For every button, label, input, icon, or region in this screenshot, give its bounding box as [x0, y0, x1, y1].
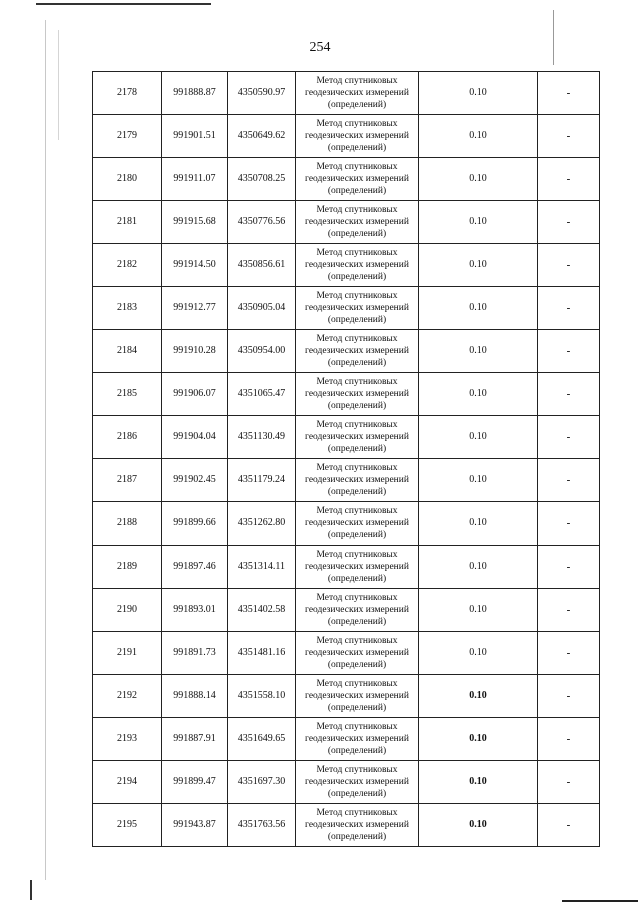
method-line: (определений) — [327, 745, 387, 756]
method-line: Метод спутниковых — [316, 205, 398, 216]
description-cell: - — [538, 631, 600, 674]
method-cell — [296, 72, 419, 115]
method-line: Метод спутниковых — [316, 506, 398, 517]
method-line: (определений) — [327, 831, 387, 842]
accuracy-cell: 0.10 — [419, 459, 538, 502]
method-cell — [296, 158, 419, 201]
method-line: геодезических измерений — [305, 690, 409, 701]
table-row — [93, 459, 600, 502]
accuracy-cell: 0.10 — [419, 330, 538, 373]
method-line: геодезических измерений — [305, 346, 409, 357]
method-line: геодезических измерений — [305, 389, 409, 400]
point-number-cell: 2189 — [93, 545, 162, 588]
table-row — [93, 803, 600, 846]
description-cell: - — [538, 416, 600, 459]
x-coordinate-cell: 991906.07 — [162, 373, 228, 416]
method-line: Метод спутниковых — [316, 248, 398, 259]
y-coordinate-cell: 4351649.65 — [228, 717, 296, 760]
method-line: геодезических измерений — [305, 131, 409, 142]
method-line: (определений) — [327, 272, 387, 283]
accuracy-cell: 0.10 — [419, 631, 538, 674]
y-coordinate-cell: 4350856.61 — [228, 244, 296, 287]
scan-artifact-line — [562, 900, 638, 902]
y-coordinate-cell: 4351402.58 — [228, 588, 296, 631]
method-line: (определений) — [327, 702, 387, 713]
method-line: геодезических измерений — [305, 88, 409, 99]
table-body — [93, 72, 600, 847]
method-cell — [296, 244, 419, 287]
method-line: Метод спутниковых — [316, 76, 398, 87]
table-row — [93, 201, 600, 244]
table-row — [93, 416, 600, 459]
x-coordinate-cell: 991899.47 — [162, 760, 228, 803]
point-number-cell: 2190 — [93, 588, 162, 631]
point-number-cell: 2187 — [93, 459, 162, 502]
method-line: геодезических измерений — [305, 260, 409, 271]
accuracy-cell: 0.10 — [419, 803, 538, 846]
method-line: Метод спутниковых — [316, 678, 398, 689]
y-coordinate-cell: 4351262.80 — [228, 502, 296, 545]
point-number-cell: 2188 — [93, 502, 162, 545]
table-row — [93, 545, 600, 588]
table-row — [93, 287, 600, 330]
method-line: геодезических измерений — [305, 647, 409, 658]
point-number-cell: 2186 — [93, 416, 162, 459]
x-coordinate-cell: 991901.51 — [162, 115, 228, 158]
description-cell: - — [538, 803, 600, 846]
y-coordinate-cell: 4350590.97 — [228, 72, 296, 115]
method-line: Метод спутниковых — [316, 377, 398, 388]
table-row — [93, 502, 600, 545]
method-line: Метод спутниковых — [316, 162, 398, 173]
accuracy-cell: 0.10 — [419, 674, 538, 717]
x-coordinate-cell: 991902.45 — [162, 459, 228, 502]
method-line: геодезических измерений — [305, 733, 409, 744]
x-coordinate-cell: 991899.66 — [162, 502, 228, 545]
y-coordinate-cell: 4350905.04 — [228, 287, 296, 330]
method-line: (определений) — [327, 573, 387, 584]
method-line: геодезических измерений — [305, 174, 409, 185]
y-coordinate-cell: 4350954.00 — [228, 330, 296, 373]
point-number-cell: 2179 — [93, 115, 162, 158]
x-coordinate-cell: 991893.01 — [162, 588, 228, 631]
x-coordinate-cell: 991904.04 — [162, 416, 228, 459]
page-number: 254 — [309, 40, 331, 55]
y-coordinate-cell: 4351481.16 — [228, 631, 296, 674]
table-row — [93, 717, 600, 760]
x-coordinate-cell: 991912.77 — [162, 287, 228, 330]
x-coordinate-cell: 991911.07 — [162, 158, 228, 201]
accuracy-cell: 0.10 — [419, 72, 538, 115]
method-line: геодезических измерений — [305, 432, 409, 443]
method-cell — [296, 459, 419, 502]
method-line: геодезических измерений — [305, 604, 409, 615]
description-cell: - — [538, 545, 600, 588]
method-line: (определений) — [327, 616, 387, 627]
method-line: Метод спутниковых — [316, 291, 398, 302]
x-coordinate-cell: 991910.28 — [162, 330, 228, 373]
x-coordinate-cell: 991915.68 — [162, 201, 228, 244]
method-cell — [296, 330, 419, 373]
method-line: Метод спутниковых — [316, 807, 398, 818]
accuracy-cell: 0.10 — [419, 158, 538, 201]
table-row — [93, 244, 600, 287]
method-line: геодезических измерений — [305, 475, 409, 486]
method-line: Метод спутниковых — [316, 420, 398, 431]
method-line: (определений) — [327, 444, 387, 455]
description-cell: - — [538, 201, 600, 244]
method-line: (определений) — [327, 143, 387, 154]
method-line: Метод спутниковых — [316, 334, 398, 345]
scan-artifact-line — [45, 20, 46, 880]
description-cell: - — [538, 115, 600, 158]
point-number-cell: 2183 — [93, 287, 162, 330]
method-cell — [296, 416, 419, 459]
method-line: (определений) — [327, 315, 387, 326]
y-coordinate-cell: 4351179.24 — [228, 459, 296, 502]
description-cell: - — [538, 244, 600, 287]
table-row — [93, 373, 600, 416]
point-number-cell: 2184 — [93, 330, 162, 373]
method-cell — [296, 631, 419, 674]
method-cell — [296, 201, 419, 244]
accuracy-cell: 0.10 — [419, 588, 538, 631]
point-number-cell: 2195 — [93, 803, 162, 846]
accuracy-cell: 0.10 — [419, 115, 538, 158]
point-number-cell: 2182 — [93, 244, 162, 287]
accuracy-cell: 0.10 — [419, 545, 538, 588]
method-cell — [296, 760, 419, 803]
x-coordinate-cell: 991887.91 — [162, 717, 228, 760]
point-number-cell: 2192 — [93, 674, 162, 717]
method-line: геодезических измерений — [305, 776, 409, 787]
x-coordinate-cell: 991891.73 — [162, 631, 228, 674]
description-cell: - — [538, 330, 600, 373]
accuracy-cell: 0.10 — [419, 244, 538, 287]
description-cell: - — [538, 717, 600, 760]
scan-artifact-line — [36, 3, 211, 5]
method-line: (определений) — [327, 186, 387, 197]
description-cell: - — [538, 502, 600, 545]
accuracy-cell: 0.10 — [419, 201, 538, 244]
table-row — [93, 631, 600, 674]
method-line: (определений) — [327, 229, 387, 240]
method-cell — [296, 373, 419, 416]
method-line: Метод спутниковых — [316, 119, 398, 130]
description-cell: - — [538, 674, 600, 717]
accuracy-cell: 0.10 — [419, 717, 538, 760]
point-number-cell: 2181 — [93, 201, 162, 244]
method-line: Метод спутниковых — [316, 721, 398, 732]
description-cell: - — [538, 287, 600, 330]
y-coordinate-cell: 4351130.49 — [228, 416, 296, 459]
coordinates-table — [92, 71, 600, 847]
y-coordinate-cell: 4350708.25 — [228, 158, 296, 201]
table-row — [93, 72, 600, 115]
method-line: (определений) — [327, 530, 387, 541]
x-coordinate-cell: 991888.87 — [162, 72, 228, 115]
method-line: геодезических измерений — [305, 819, 409, 830]
method-cell — [296, 502, 419, 545]
y-coordinate-cell: 4351314.11 — [228, 545, 296, 588]
scan-artifact-line — [553, 10, 554, 65]
method-cell — [296, 588, 419, 631]
table-row — [93, 330, 600, 373]
method-line: геодезических измерений — [305, 303, 409, 314]
description-cell: - — [538, 373, 600, 416]
description-cell: - — [538, 459, 600, 502]
table-row — [93, 158, 600, 201]
scan-artifact-line — [30, 880, 32, 900]
description-cell: - — [538, 158, 600, 201]
method-line: Метод спутниковых — [316, 592, 398, 603]
method-line: геодезических измерений — [305, 217, 409, 228]
accuracy-cell: 0.10 — [419, 760, 538, 803]
method-line: Метод спутниковых — [316, 463, 398, 474]
table-row — [93, 115, 600, 158]
method-line: (определений) — [327, 358, 387, 369]
method-cell — [296, 674, 419, 717]
accuracy-cell: 0.10 — [419, 416, 538, 459]
method-line: (определений) — [327, 100, 387, 111]
y-coordinate-cell: 4351065.47 — [228, 373, 296, 416]
y-coordinate-cell: 4350776.56 — [228, 201, 296, 244]
description-cell: - — [538, 72, 600, 115]
method-cell — [296, 717, 419, 760]
table-row — [93, 760, 600, 803]
method-line: геодезических измерений — [305, 518, 409, 529]
point-number-cell: 2180 — [93, 158, 162, 201]
method-line: (определений) — [327, 788, 387, 799]
description-cell: - — [538, 760, 600, 803]
point-number-cell: 2194 — [93, 760, 162, 803]
point-number-cell: 2185 — [93, 373, 162, 416]
method-line: геодезических измерений — [305, 561, 409, 572]
accuracy-cell: 0.10 — [419, 502, 538, 545]
method-cell — [296, 545, 419, 588]
table-row — [93, 674, 600, 717]
y-coordinate-cell: 4351763.56 — [228, 803, 296, 846]
y-coordinate-cell: 4351558.10 — [228, 674, 296, 717]
method-line: Метод спутниковых — [316, 764, 398, 775]
description-cell: - — [538, 588, 600, 631]
method-line: (определений) — [327, 659, 387, 670]
y-coordinate-cell: 4350649.62 — [228, 115, 296, 158]
method-cell — [296, 287, 419, 330]
x-coordinate-cell: 991914.50 — [162, 244, 228, 287]
method-line: Метод спутниковых — [316, 635, 398, 646]
table-row — [93, 588, 600, 631]
x-coordinate-cell: 991897.46 — [162, 545, 228, 588]
point-number-cell: 2191 — [93, 631, 162, 674]
method-line: Метод спутниковых — [316, 549, 398, 560]
point-number-cell: 2193 — [93, 717, 162, 760]
method-cell — [296, 115, 419, 158]
y-coordinate-cell: 4351697.30 — [228, 760, 296, 803]
method-cell — [296, 803, 419, 846]
method-line: (определений) — [327, 487, 387, 498]
method-line: (определений) — [327, 401, 387, 412]
accuracy-cell: 0.10 — [419, 373, 538, 416]
accuracy-cell: 0.10 — [419, 287, 538, 330]
x-coordinate-cell: 991888.14 — [162, 674, 228, 717]
point-number-cell: 2178 — [93, 72, 162, 115]
x-coordinate-cell: 991943.87 — [162, 803, 228, 846]
